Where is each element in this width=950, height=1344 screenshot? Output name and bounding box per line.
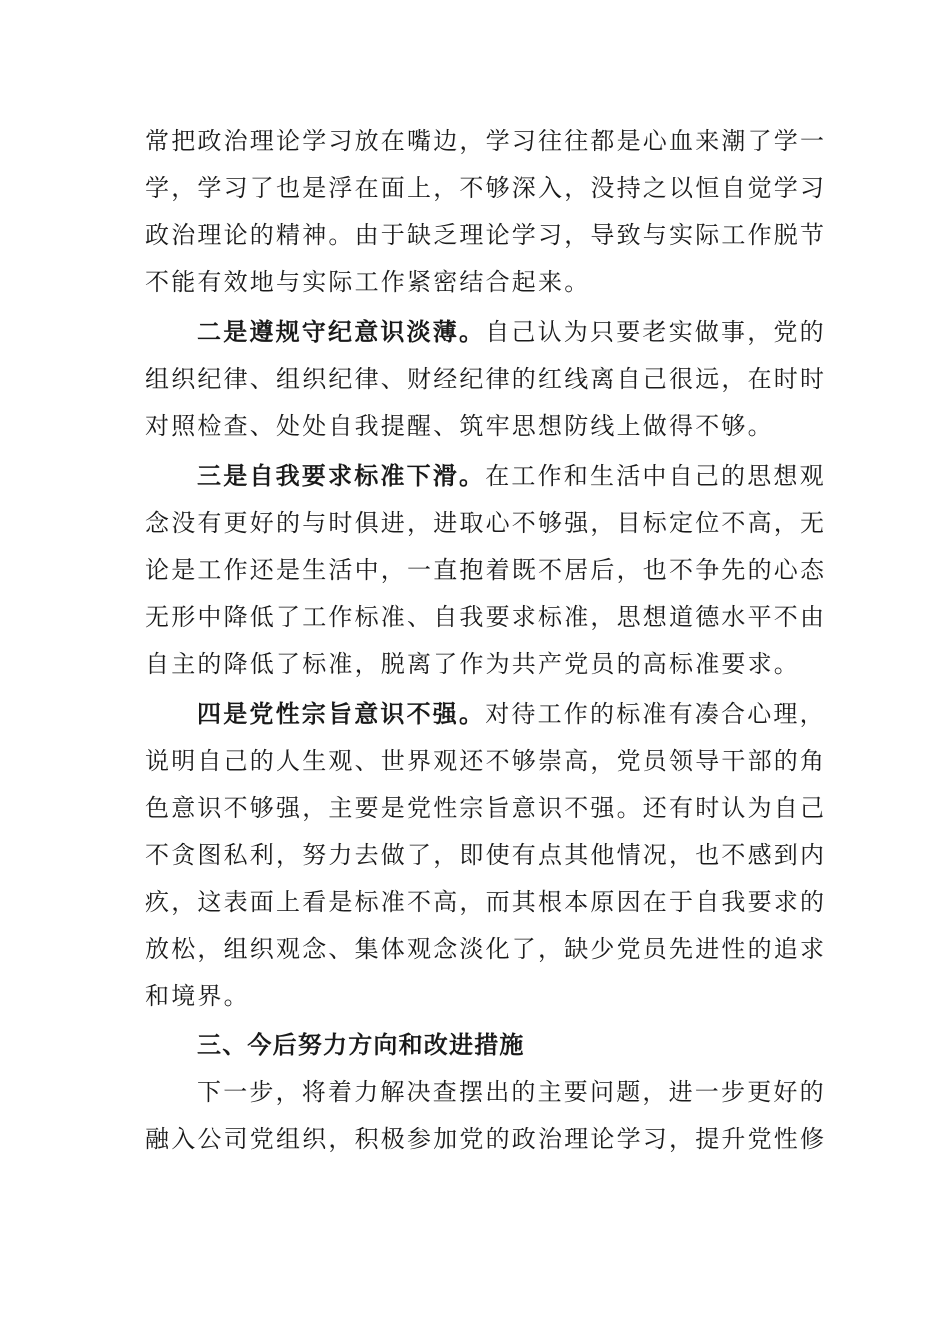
item-4-lead: 四是党性宗旨意识不强。 — [197, 699, 486, 728]
text-line: 无形中降低了工作标准、自我要求标准，思想道德水平不由 — [145, 603, 827, 631]
text-line: 对照检查、处处自我提醒、筑牢思想防线上做得不够。 — [145, 412, 774, 440]
closing-paragraph — [145, 1069, 827, 1163]
text-line: 学，学习了也是浮在面上，不够深入，没持之以恒自觉学习 — [145, 174, 827, 202]
section-3-heading: 三、今后努力方向和改进措施 — [197, 1031, 525, 1059]
item-4-paragraph — [145, 690, 827, 1020]
text-line — [145, 690, 826, 738]
intro-paragraph — [145, 118, 827, 306]
text-line: 念没有更好的与时俱进，进取心不够强，目标定位不高，无 — [145, 509, 827, 537]
text-line: 下一步，将着力解决查摆出的主要问题，进一步更好的 — [197, 1078, 826, 1106]
text-line: 不能有效地与实际工作紧密结合起来。 — [145, 268, 591, 296]
text-line — [145, 452, 826, 500]
item-4-text: 对待工作的标准有凑合心理， — [485, 700, 826, 728]
text-line: 说明自己的人生观、世界观还不够崇高，党员领导干部的角 — [145, 747, 827, 775]
document-page — [145, 118, 827, 1163]
text-line: 常把政治理论学习放在嘴边，学习往往都是心血来潮了学一 — [145, 127, 827, 155]
item-3-paragraph — [145, 452, 827, 688]
text-line: 论是工作还是生活中，一直抱着既不居后，也不争先的心态 — [145, 556, 827, 584]
text-line: 色意识不够强，主要是党性宗旨意识不强。还有时认为自己 — [145, 794, 827, 822]
item-2-paragraph — [145, 308, 827, 450]
text-line: 放松，组织观念、集体观念淡化了，缺少党员先进性的追求 — [145, 935, 827, 963]
text-line: 不贪图私利，努力去做了，即使有点其他情况，也不感到内 — [145, 841, 827, 869]
item-2-text: 自己认为只要老实做事，党的 — [485, 318, 826, 346]
text-line: 融入公司党组织，积极参加党的政治理论学习，提升党性修 — [145, 1125, 827, 1153]
text-line: 和境界。 — [145, 982, 250, 1010]
item-2-lead: 二是遵规守纪意识淡薄。 — [197, 317, 486, 346]
text-line — [145, 308, 826, 356]
text-line: 组织纪律、组织纪律、财经纪律的红线离自己很远，在时时 — [145, 365, 827, 393]
text-line: 自主的降低了标准，脱离了作为共产党员的高标准要求。 — [145, 650, 800, 678]
item-3-text: 在工作和生活中自己的思想观 — [485, 462, 826, 490]
item-3-lead: 三是自我要求标准下滑。 — [197, 461, 486, 490]
text-line: 政治理论的精神。由于缺乏理论学习，导致与实际工作脱节 — [145, 221, 827, 249]
text-line: 疚，这表面上看是标准不高，而其根本原因在于自我要求的 — [145, 888, 827, 916]
